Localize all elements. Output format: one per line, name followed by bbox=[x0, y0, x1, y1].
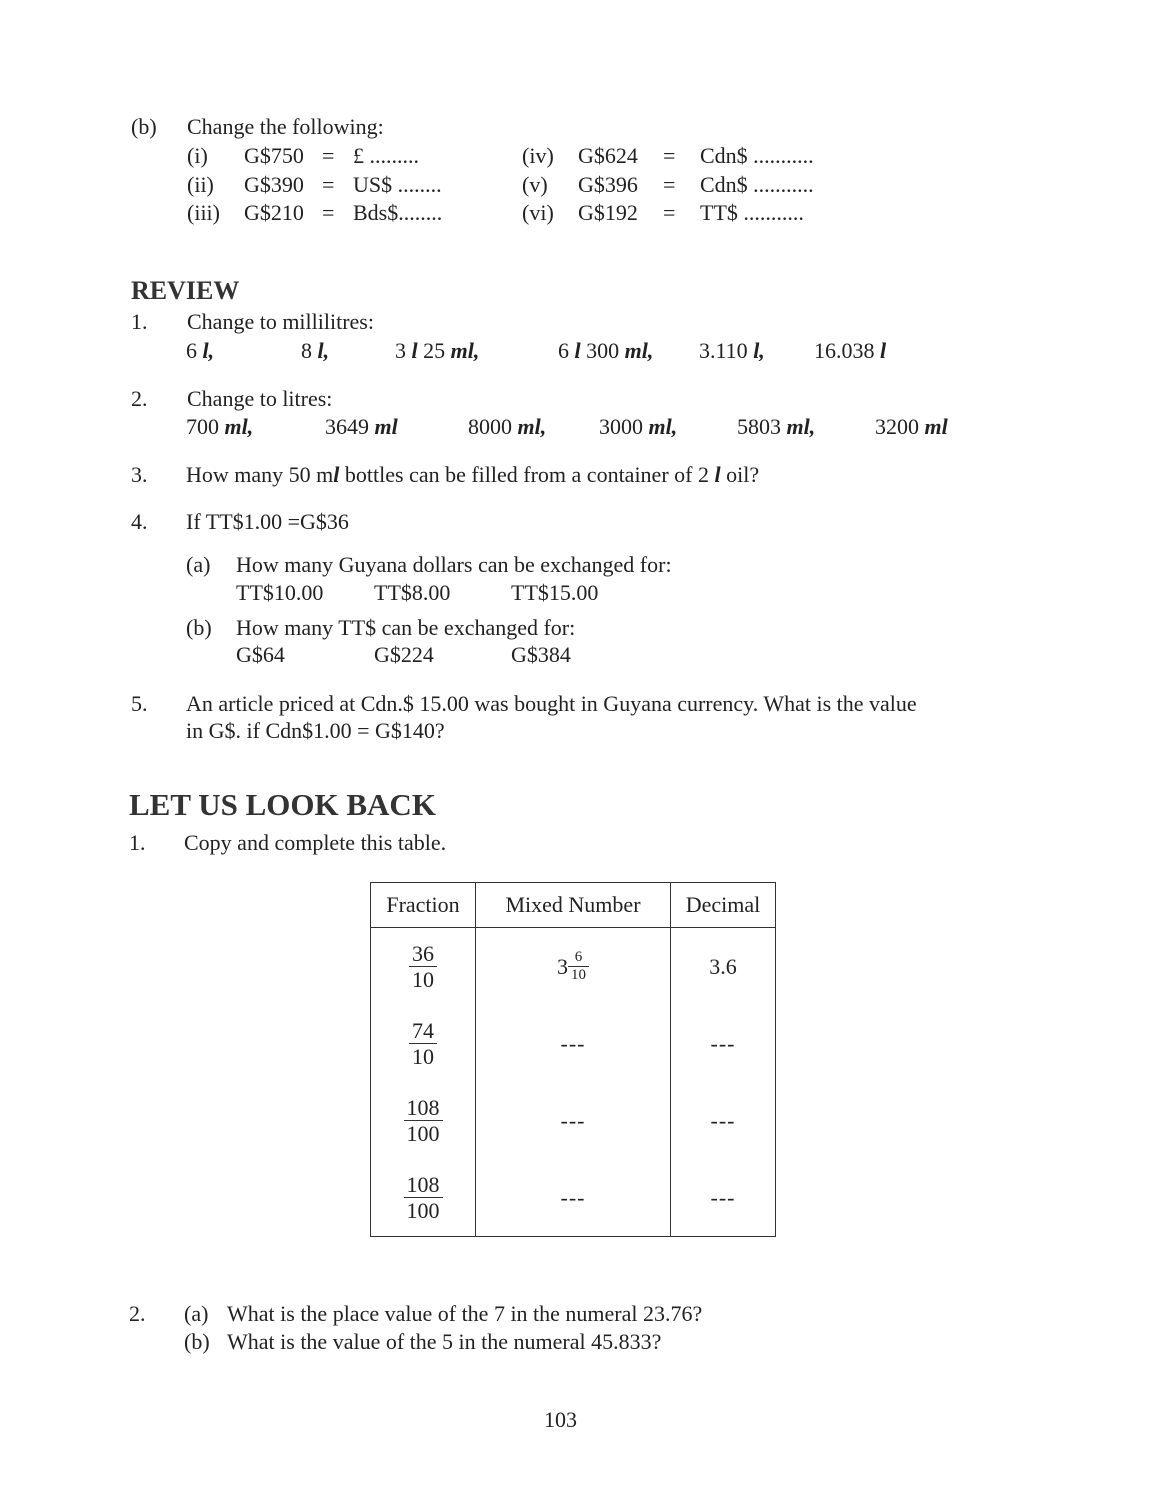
conversion-item: 16.038 l bbox=[814, 338, 887, 363]
fraction-cell bbox=[371, 1005, 476, 1082]
item-number: (v) bbox=[522, 172, 548, 197]
item-number: (iii) bbox=[187, 200, 220, 225]
mixed-number-cell bbox=[476, 928, 671, 1006]
item-to: TT$ ........... bbox=[700, 200, 804, 225]
fraction-cell bbox=[371, 928, 476, 1006]
part-b-label: (b) bbox=[131, 114, 157, 139]
numerator: 6 bbox=[568, 949, 589, 967]
conversion-item: 3 l 25 ml, bbox=[395, 338, 480, 363]
item-equals: = bbox=[322, 143, 335, 168]
decimal-cell: --- bbox=[671, 1005, 776, 1082]
item-equals: = bbox=[663, 143, 676, 168]
item-to: Cdn$ ........... bbox=[700, 143, 814, 168]
denominator: 10 bbox=[571, 967, 586, 983]
exchange-value: TT$10.00 bbox=[236, 580, 324, 605]
fraction bbox=[404, 1172, 443, 1224]
sub-question-text: What is the value of the 5 in the numeral 45.833? bbox=[227, 1329, 662, 1354]
question-number: 5. bbox=[131, 691, 148, 716]
item-to: US$ ........ bbox=[353, 172, 442, 197]
conversion-item: 3000 ml, bbox=[599, 414, 678, 439]
mixed-number-cell: --- bbox=[476, 1159, 671, 1237]
denominator: 100 bbox=[406, 1198, 440, 1223]
table-header-row bbox=[371, 883, 776, 928]
sub-question-label: (a) bbox=[184, 1301, 209, 1326]
fraction-part bbox=[568, 949, 589, 985]
column-header: Decimal bbox=[671, 883, 776, 928]
decimal-cell: --- bbox=[671, 1082, 776, 1159]
item-equals: = bbox=[663, 200, 676, 225]
look-back-heading: LET US LOOK BACK bbox=[129, 787, 436, 822]
mixed-number-cell: --- bbox=[476, 1005, 671, 1082]
table-row bbox=[371, 928, 776, 1006]
table-row bbox=[371, 1159, 776, 1237]
question-text-continued: in G$. if Cdn$1.00 = G$140? bbox=[186, 718, 445, 743]
question-number: 1. bbox=[131, 309, 148, 334]
question-number: 3. bbox=[131, 462, 148, 487]
sub-question-text: How many TT$ can be exchanged for: bbox=[236, 615, 576, 640]
sub-question-label: (a) bbox=[186, 552, 211, 577]
decimal-cell: 3.6 bbox=[671, 928, 776, 1006]
whole-part: 3 bbox=[557, 953, 568, 979]
exchange-value: TT$15.00 bbox=[511, 580, 599, 605]
fraction bbox=[409, 941, 437, 993]
sub-question-label: (b) bbox=[184, 1329, 210, 1354]
exchange-value: TT$8.00 bbox=[374, 580, 451, 605]
conversion-item: 5803 ml, bbox=[737, 414, 816, 439]
item-number: (vi) bbox=[522, 200, 554, 225]
page-number: 103 bbox=[544, 1407, 577, 1432]
conversion-item: 8 l, bbox=[301, 338, 330, 363]
column-header: Mixed Number bbox=[476, 883, 671, 928]
table-row bbox=[371, 1082, 776, 1159]
question-text: Change to millilitres: bbox=[187, 309, 374, 334]
exchange-value: G$224 bbox=[374, 642, 434, 667]
sub-question-text: What is the place value of the 7 in the numeral 23.76? bbox=[227, 1301, 703, 1326]
item-from: G$750 bbox=[244, 143, 304, 168]
table-row bbox=[371, 1005, 776, 1082]
denominator: 10 bbox=[412, 1044, 434, 1069]
conversion-item: 3649 ml bbox=[325, 414, 398, 439]
item-to: Bds$........ bbox=[353, 200, 443, 225]
conversion-item: 8000 ml, bbox=[468, 414, 547, 439]
conversion-item: 700 ml, bbox=[186, 414, 254, 439]
review-heading: REVIEW bbox=[131, 276, 240, 305]
fraction bbox=[409, 1018, 437, 1070]
question-text: An article priced at Cdn.$ 15.00 was bought in Guyana currency. What is the value bbox=[186, 691, 917, 716]
item-from: G$624 bbox=[578, 143, 638, 168]
decimal-cell: --- bbox=[671, 1159, 776, 1237]
mixed-number bbox=[557, 949, 589, 985]
question-text: Copy and complete this table. bbox=[184, 830, 447, 855]
part-b-intro: Change the following: bbox=[187, 114, 384, 139]
numerator: 36 bbox=[409, 941, 437, 967]
item-number: (i) bbox=[187, 143, 208, 168]
fraction-table bbox=[370, 882, 776, 1237]
conversion-item: 6 l, bbox=[186, 338, 215, 363]
question-text: Change to litres: bbox=[187, 386, 333, 411]
question-text: If TT$1.00 =G$36 bbox=[186, 509, 349, 534]
sub-question-text: How many Guyana dollars can be exchanged for: bbox=[236, 552, 672, 577]
item-number: (ii) bbox=[187, 172, 214, 197]
denominator: 100 bbox=[406, 1121, 440, 1146]
item-from: G$210 bbox=[244, 200, 304, 225]
conversion-item: 6 l 300 ml, bbox=[558, 338, 654, 363]
item-equals: = bbox=[663, 172, 676, 197]
numerator: 74 bbox=[409, 1018, 437, 1044]
denominator: 10 bbox=[412, 967, 434, 992]
fraction-cell bbox=[371, 1082, 476, 1159]
fraction-cell bbox=[371, 1159, 476, 1237]
item-from: G$192 bbox=[578, 200, 638, 225]
item-from: G$390 bbox=[244, 172, 304, 197]
exchange-value: G$64 bbox=[236, 642, 285, 667]
item-to: £ ......... bbox=[353, 143, 419, 168]
item-equals: = bbox=[322, 200, 335, 225]
numerator: 108 bbox=[404, 1095, 443, 1121]
item-from: G$396 bbox=[578, 172, 638, 197]
conversion-item: 3200 ml bbox=[875, 414, 948, 439]
question-number: 2. bbox=[131, 386, 148, 411]
question-number: 2. bbox=[129, 1301, 146, 1326]
numerator: 108 bbox=[404, 1172, 443, 1198]
item-equals: = bbox=[322, 172, 335, 197]
mixed-number-cell: --- bbox=[476, 1082, 671, 1159]
item-to: Cdn$ ........... bbox=[700, 172, 814, 197]
fraction bbox=[404, 1095, 443, 1147]
question-number: 1. bbox=[129, 830, 146, 855]
question-text: How many 50 ml bottles can be filled from a container of 2 l oil? bbox=[186, 462, 760, 487]
question-number: 4. bbox=[131, 509, 148, 534]
exchange-value: G$384 bbox=[511, 642, 571, 667]
column-header: Fraction bbox=[371, 883, 476, 928]
item-number: (iv) bbox=[522, 143, 554, 168]
conversion-item: 3.110 l, bbox=[699, 338, 765, 363]
sub-question-label: (b) bbox=[186, 615, 212, 640]
